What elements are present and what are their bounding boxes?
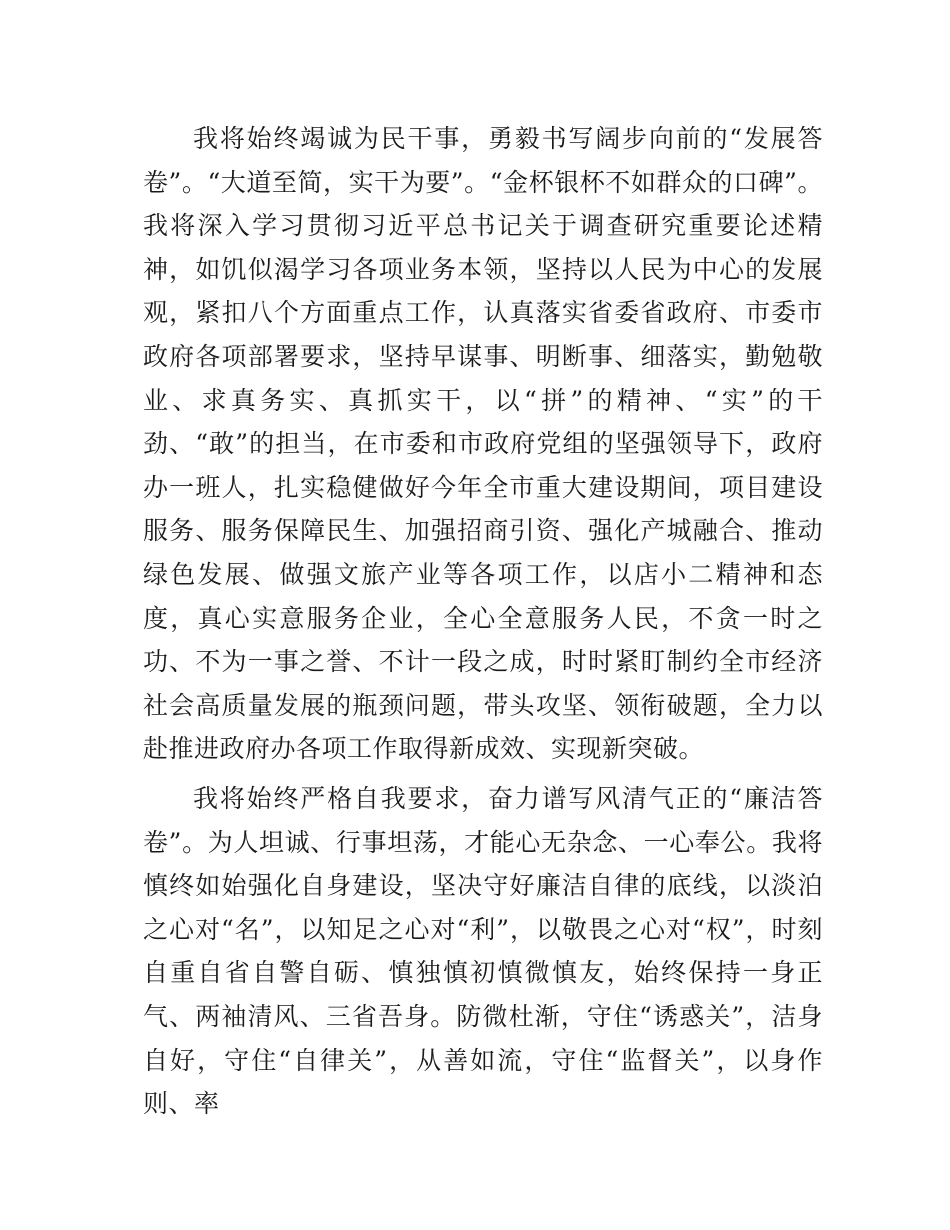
- paragraph-integrity-answer-sheet: [143, 777, 823, 1126]
- paragraph-development-answer-sheet: [143, 117, 823, 771]
- paragraph-text: 我将始终竭诚为民干事，勇毅书写阔步向前的“发展答卷”。“大道至简，实干为要”。“金杯银杯不如群众的口碑”。我将深入学习贯彻习近平总书记关于调查研究重要论述精神，如饥似渴学习各项业务本领，坚持以人民为中心的发展观，紧扣八个方面重点工作，认真落实省委省政府、市委市政府各项部署要求，坚持早谋事、明断事、细落实，勤勉敬业、求真务实、真抓实干，以“拼”的精神、“实”的干劲、“敢”的担当，在市委和市政府党组的坚强领导下，政府办一班人，扎实稳健做好今年全市重大建设期间，项目建设服务、服务保障民生、加强招商引资、强化产城融合、推动绿色发展、做强文旅产业等各项工作，以店小二精神和态度，真心实意服务企业，全心全意服务人民，不贪一时之功、不为一事之誉、不计一段之成，时时紧盯制约全市经济社会高质量发展的瓶颈问题，带头攻坚、领衔破题，全力以赴推进政府办各项工作取得新成效、实现新突破。: [143, 124, 823, 764]
- paragraph-text: 我将始终严格自我要求，奋力谱写风清气正的“廉洁答卷”。为人坦诚、行事坦荡，才能心无杂念、一心奉公。我将慎终如始强化自身建设，坚决守好廉洁自律的底线，以淡泊之心对“名”，以知足之心对“利”，以敬畏之心对“权”，时刻自重自省自警自砺、慎独慎初慎微慎友，始终保持一身正气、两袖清风、三省吾身。防微杜渐，守住“诱惑关”，洁身自好，守住“自律关”，从善如流，守住“监督关”，以身作则、率: [143, 784, 823, 1119]
